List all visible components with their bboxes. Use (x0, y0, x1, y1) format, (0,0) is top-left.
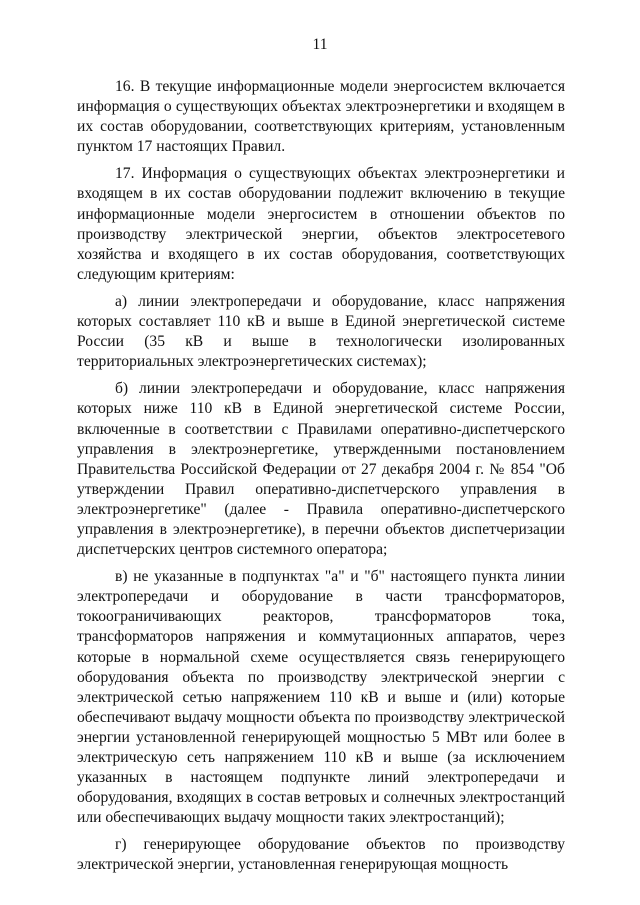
subparagraph-g: г) генерирующее оборудование объектов по производству электрической энергии, установленная генерирующая мощность (77, 836, 565, 874)
paragraph-17: 17. Информация о существующих объектах электроэнергетики и входящем в их состав оборудовании подлежит включению в текущие информационные модели энергосистем в отношении объектов по производству электрической энергии, объектов электросетевого хозяйства и входящего в их состав оборудования, соответствующих следующим критериям: (77, 165, 565, 283)
page-number: 11 (312, 36, 328, 53)
document-body (77, 77, 565, 883)
subparagraph-b: б) линии электропередачи и оборудование, класс напряжения которых ниже 110 кВ в Единой энергетической системе России, включенные в соответствии с Правилами оперативно-диспетчерского управления в электроэнергетике, утвержденными постановлением Правительства Российской Федерации от 27 декабря 2004 г. № 854 "Об утверждении Правил оперативно-диспетчерского управления в электроэнергетике" (далее - Правила оперативно-диспетчерского управления в электроэнергетике), в перечни объектов диспетчеризации диспетчерских центров системного оператора; (77, 380, 565, 559)
subparagraph-v: в) не указанные в подпунктах "а" и "б" настоящего пункта линии электропередачи и оборудование в части трансформаторов, токоограничивающих реакторов, трансформаторов тока, трансформаторов напряжения и коммутационных аппаратов, через которые в нормальной схеме осуществляется связь генерирующего оборудования объекта по производству электрической энергии с электрической сетью напряжением 110 кВ и выше и (или) которые обеспечивают выдачу мощности объекта по производству электрической энергии установленной генерирующей мощностью 5 МВт или более в электрическую сеть напряжением 110 кВ и выше (за исключением указанных в настоящем подпункте линий электропередачи и оборудования, входящих в состав ветровых и солнечных электростанций или обеспечивающих выдачу мощности таких электростанций); (77, 568, 565, 827)
subparagraph-a: а) линии электропередачи и оборудование, класс напряжения которых составляет 110 кВ и выше в Единой энергетической системе России (35 кВ и выше в технологически изолированных территориальных электроэнергетических системах); (77, 292, 565, 371)
paragraph-16: 16. В текущие информационные модели энергосистем включается информация о существующих объектах электроэнергетики и входящем в их состав оборудовании, соответствующих критериям, установленным пунктом 17 настоящих Правил. (77, 78, 565, 156)
